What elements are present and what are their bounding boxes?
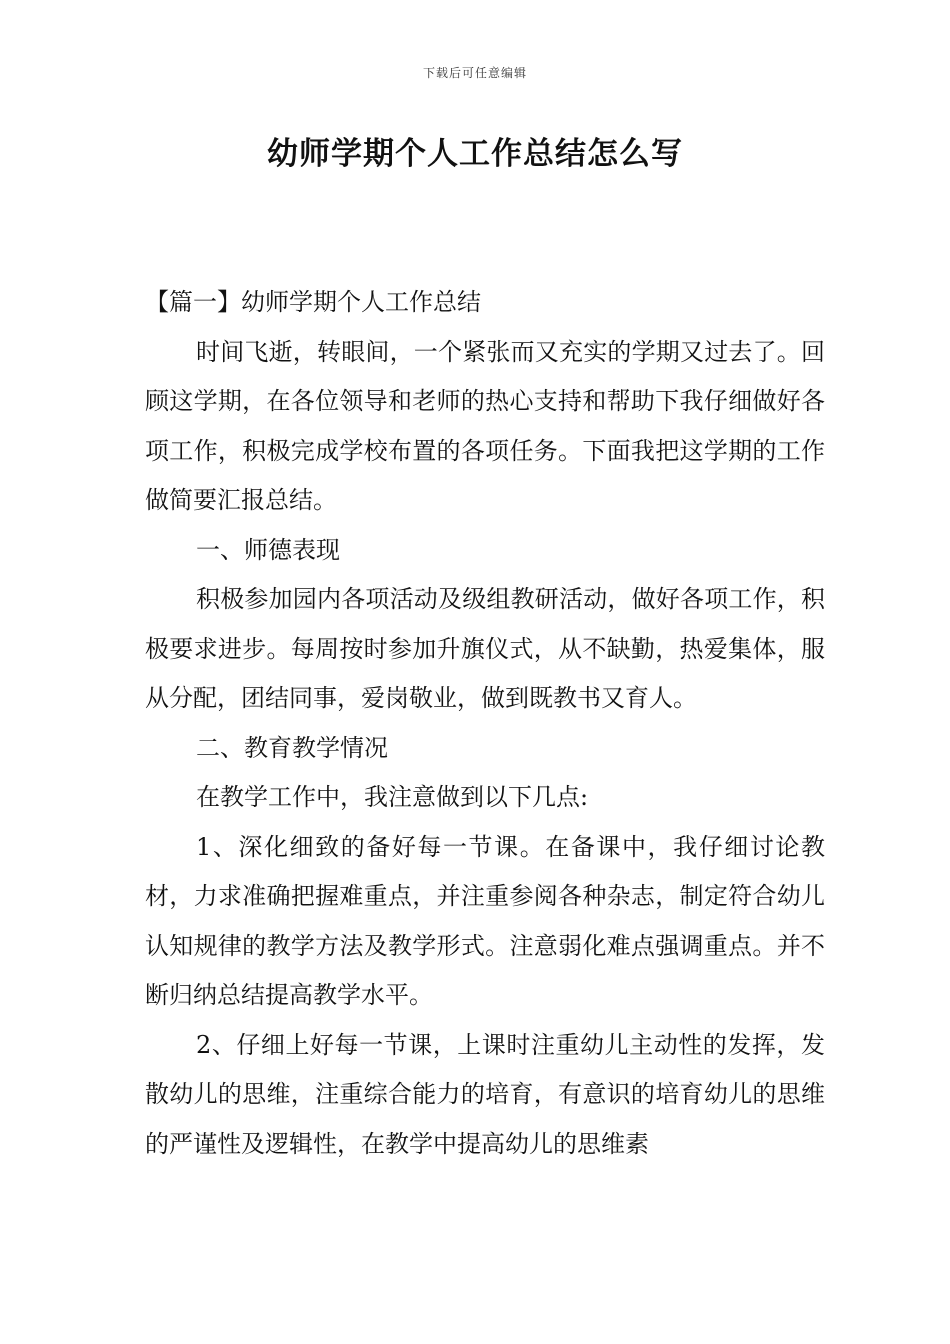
paragraph: 积极参加园内各项活动及级组教研活动，做好各项工作，积极要求进步。每周按时参加升旗仪式，从不缺勤，热爱集体，服从分配，团结同事，爱岗敬业，做到既教书又育人。 (145, 585, 825, 712)
document-title: 幼师学期个人工作总结怎么写 (267, 136, 683, 172)
list-item: 1、深化细致的备好每一节课。在备课中，我仔细讨论教材，力求准确把握难重点，并注重参阅各种杂志，制定符合幼儿认知规律的教学方法及教学形式。注意弱化难点强调重点。并不断归纳总结提高教学水平。 (145, 832, 825, 1009)
section-heading: 【篇一】幼师学期个人工作总结 (145, 288, 481, 316)
subheading-ethics: 一、师德表现 (196, 535, 340, 564)
document-body (145, 278, 825, 1169)
paragraph: 在教学工作中，我注意做到以下几点: (196, 783, 589, 811)
header-note: 下载后可任意编辑 (422, 66, 527, 80)
subheading-teaching: 二、教育教学情况 (196, 733, 388, 762)
list-item: 2、仔细上好每一节课，上课时注重幼儿主动性的发挥，发散幼儿的思维，注重综合能力的培育，有意识的培育幼儿的思维的严谨性及逻辑性，在教学中提高幼儿的思维素 (145, 1030, 825, 1158)
paragraph: 时间飞逝，转眼间，一个紧张而又充实的学期又过去了。回顾这学期，在各位领导和老师的热心支持和帮助下我仔细做好各项工作，积极完成学校布置的各项任务。下面我把这学期的工作做简要汇报总结。 (145, 337, 825, 514)
